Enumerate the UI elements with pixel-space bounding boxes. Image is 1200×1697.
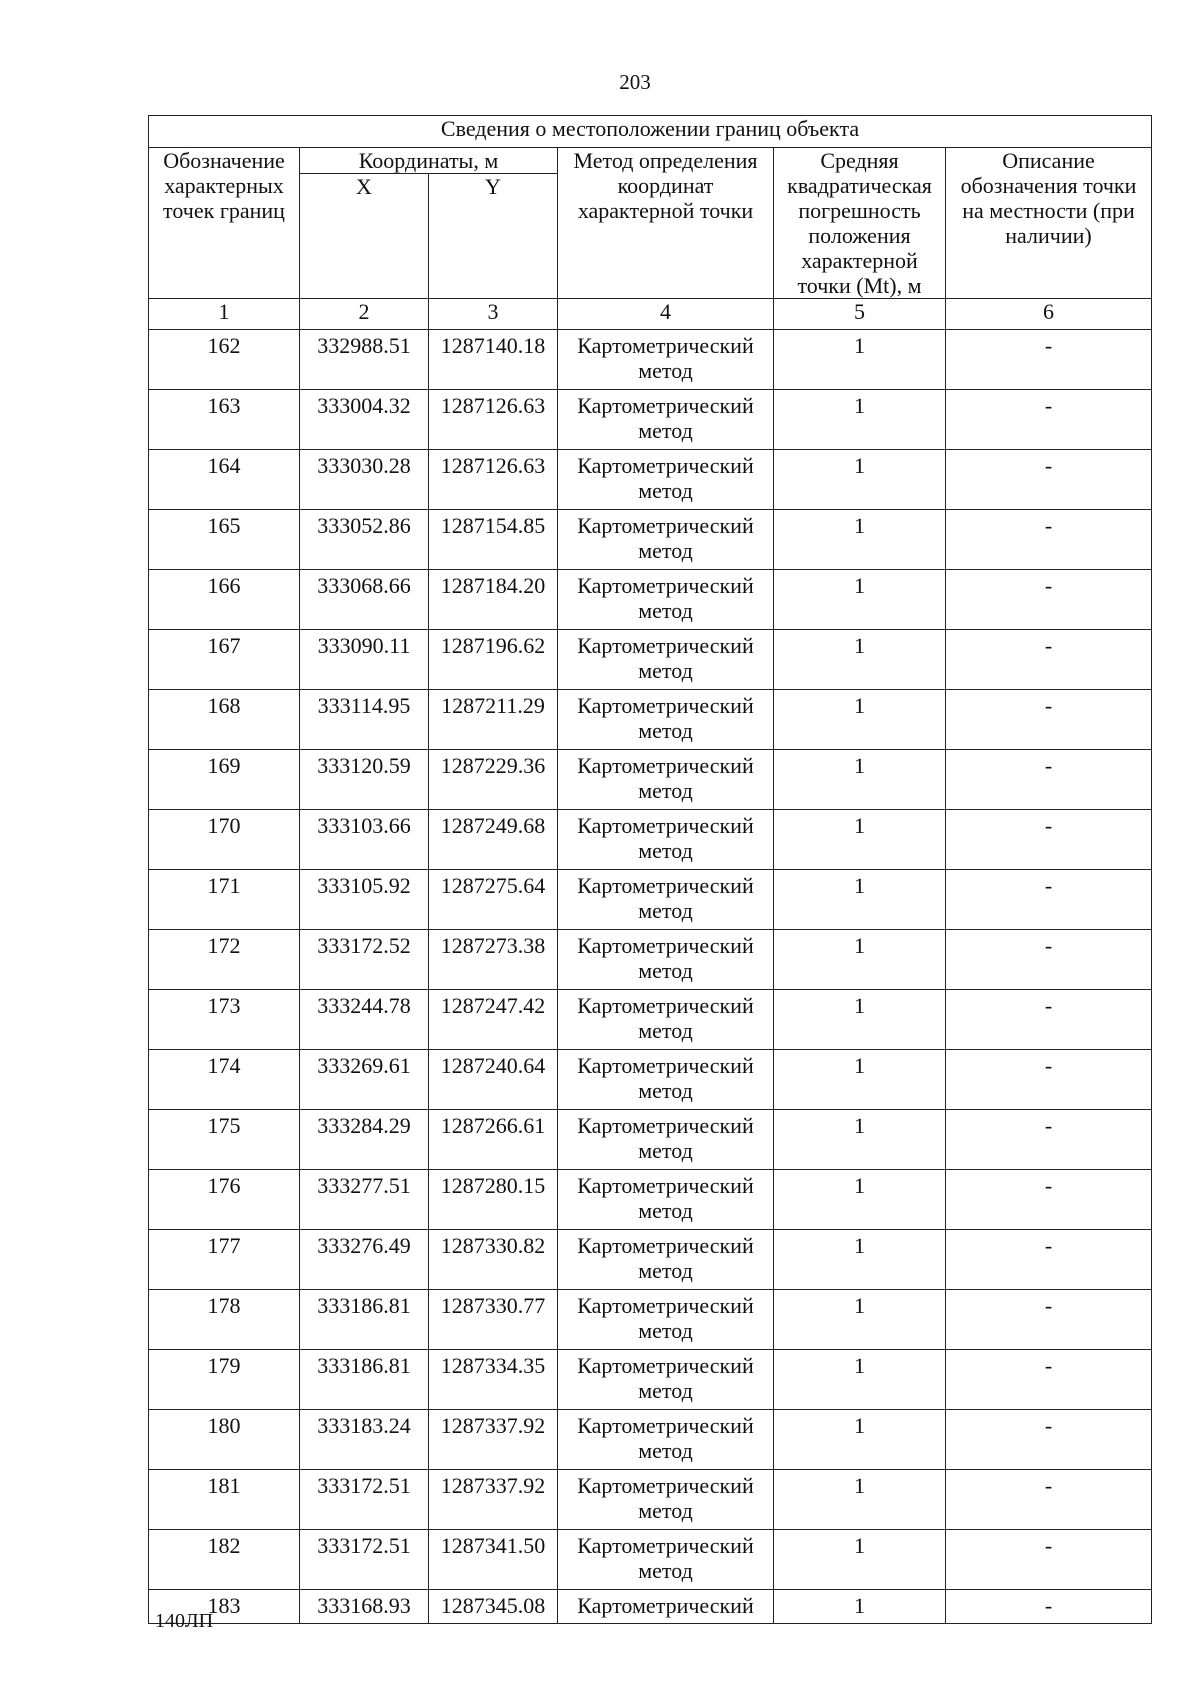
point-cell: 175: [149, 1110, 300, 1170]
table-row: [149, 1470, 1152, 1530]
description-cell: -: [946, 990, 1152, 1050]
error-cell: 1: [774, 1470, 946, 1530]
table-row: [149, 1590, 1152, 1624]
table-row: [149, 990, 1152, 1050]
description-cell: -: [946, 1170, 1152, 1230]
point-cell: 177: [149, 1230, 300, 1290]
error-cell: 1: [774, 1530, 946, 1590]
point-cell: 171: [149, 870, 300, 930]
x-cell: 333284.29: [300, 1110, 429, 1170]
y-cell: 1287229.36: [429, 750, 558, 810]
error-cell: 1: [774, 930, 946, 990]
y-cell: 1287247.42: [429, 990, 558, 1050]
x-cell: 333276.49: [300, 1230, 429, 1290]
y-cell: 1287266.61: [429, 1110, 558, 1170]
x-cell: 333103.66: [300, 810, 429, 870]
error-cell: 1: [774, 870, 946, 930]
page-number: 203: [619, 70, 651, 94]
method-cell: Картометрический метод: [558, 1170, 774, 1230]
point-cell: 166: [149, 570, 300, 630]
x-cell: 333090.11: [300, 630, 429, 690]
point-cell: 179: [149, 1350, 300, 1410]
description-cell: -: [946, 930, 1152, 990]
x-cell: 333277.51: [300, 1170, 429, 1230]
x-cell: 332988.51: [300, 330, 429, 390]
x-cell: 333186.81: [300, 1350, 429, 1410]
table-row: [149, 1050, 1152, 1110]
x-cell: 333105.92: [300, 870, 429, 930]
error-cell: 1: [774, 1590, 946, 1624]
description-cell: -: [946, 1350, 1152, 1410]
x-cell: 333186.81: [300, 1290, 429, 1350]
point-cell: 178: [149, 1290, 300, 1350]
y-cell: 1287240.64: [429, 1050, 558, 1110]
y-cell: 1287196.62: [429, 630, 558, 690]
y-cell: 1287330.82: [429, 1230, 558, 1290]
description-cell: -: [946, 630, 1152, 690]
error-cell: 1: [774, 570, 946, 630]
method-cell: Картометрический метод: [558, 1530, 774, 1590]
description-cell: -: [946, 510, 1152, 570]
column-number: 4: [558, 299, 774, 330]
error-cell: 1: [774, 450, 946, 510]
table-row: [149, 330, 1152, 390]
header-error: Средняя квадратическая погрешность положения характерной точки (Mt), м: [774, 148, 946, 299]
method-cell: Картометрический метод: [558, 1290, 774, 1350]
column-number: 1: [149, 299, 300, 330]
header-point: Обозначение характерных точек границ: [149, 148, 300, 299]
point-cell: 173: [149, 990, 300, 1050]
method-cell: Картометрический метод: [558, 1470, 774, 1530]
y-cell: 1287140.18: [429, 330, 558, 390]
x-cell: 333183.24: [300, 1410, 429, 1470]
error-cell: 1: [774, 1350, 946, 1410]
x-cell: 333269.61: [300, 1050, 429, 1110]
table-row: [149, 570, 1152, 630]
error-cell: 1: [774, 390, 946, 450]
table-row: [149, 750, 1152, 810]
error-cell: 1: [774, 1230, 946, 1290]
x-cell: 333114.95: [300, 690, 429, 750]
point-cell: 181: [149, 1470, 300, 1530]
x-cell: 333172.52: [300, 930, 429, 990]
header-coords: Координаты, м: [300, 148, 558, 174]
table-row: [149, 1530, 1152, 1590]
method-cell: Картометрический метод: [558, 930, 774, 990]
y-cell: 1287330.77: [429, 1290, 558, 1350]
description-cell: -: [946, 810, 1152, 870]
error-cell: 1: [774, 1290, 946, 1350]
description-cell: -: [946, 1110, 1152, 1170]
error-cell: 1: [774, 810, 946, 870]
method-cell: Картометрический метод: [558, 1410, 774, 1470]
description-cell: -: [946, 1470, 1152, 1530]
table-body: [149, 330, 1152, 1624]
point-cell: 165: [149, 510, 300, 570]
point-cell: 169: [149, 750, 300, 810]
header-description: Описание обозначения точки на местности (при наличии): [946, 148, 1152, 299]
table-row: [149, 690, 1152, 750]
point-cell: 182: [149, 1530, 300, 1590]
y-cell: 1287126.63: [429, 450, 558, 510]
description-cell: -: [946, 1590, 1152, 1624]
table-row: [149, 1110, 1152, 1170]
table-row: [149, 870, 1152, 930]
x-cell: 333172.51: [300, 1470, 429, 1530]
column-number: 3: [429, 299, 558, 330]
error-cell: 1: [774, 510, 946, 570]
method-cell: Картометрический метод: [558, 1050, 774, 1110]
x-cell: 333030.28: [300, 450, 429, 510]
method-cell: Картометрический метод: [558, 810, 774, 870]
point-cell: 168: [149, 690, 300, 750]
column-number: 2: [300, 299, 429, 330]
point-cell: 180: [149, 1410, 300, 1470]
column-number: 6: [946, 299, 1152, 330]
table-row: [149, 1170, 1152, 1230]
error-cell: 1: [774, 1110, 946, 1170]
y-cell: 1287334.35: [429, 1350, 558, 1410]
y-cell: 1287249.68: [429, 810, 558, 870]
point-cell: 174: [149, 1050, 300, 1110]
method-cell: Картометрический метод: [558, 450, 774, 510]
description-cell: -: [946, 870, 1152, 930]
table-row: [149, 1410, 1152, 1470]
method-cell: Картометрический метод: [558, 690, 774, 750]
boundary-coordinates-table: [148, 115, 1152, 1624]
point-cell: 167: [149, 630, 300, 690]
table-row: [149, 1230, 1152, 1290]
error-cell: 1: [774, 630, 946, 690]
error-cell: 1: [774, 330, 946, 390]
description-cell: -: [946, 690, 1152, 750]
x-cell: 333244.78: [300, 990, 429, 1050]
y-cell: 1287211.29: [429, 690, 558, 750]
point-cell: 183: [149, 1590, 300, 1624]
y-cell: 1287275.64: [429, 870, 558, 930]
x-cell: 333068.66: [300, 570, 429, 630]
method-cell: Картометрический метод: [558, 990, 774, 1050]
description-cell: -: [946, 1050, 1152, 1110]
point-cell: 170: [149, 810, 300, 870]
error-cell: 1: [774, 750, 946, 810]
x-cell: 333120.59: [300, 750, 429, 810]
error-cell: 1: [774, 990, 946, 1050]
error-cell: 1: [774, 690, 946, 750]
table-row: [149, 810, 1152, 870]
point-cell: 172: [149, 930, 300, 990]
y-cell: 1287337.92: [429, 1470, 558, 1530]
table-row: [149, 1350, 1152, 1410]
header-x: X: [300, 174, 429, 299]
error-cell: 1: [774, 1170, 946, 1230]
description-cell: -: [946, 570, 1152, 630]
document-code: 140ЛП: [155, 1610, 214, 1632]
error-cell: 1: [774, 1050, 946, 1110]
table-row: [149, 510, 1152, 570]
y-cell: 1287154.85: [429, 510, 558, 570]
y-cell: 1287126.63: [429, 390, 558, 450]
y-cell: 1287341.50: [429, 1530, 558, 1590]
point-cell: 162: [149, 330, 300, 390]
x-cell: 333168.93: [300, 1590, 429, 1624]
method-cell: Картометрический метод: [558, 510, 774, 570]
method-cell: Картометрический метод: [558, 390, 774, 450]
method-cell: Картометрический метод: [558, 870, 774, 930]
method-cell: Картометрический метод: [558, 330, 774, 390]
table-row: [149, 1290, 1152, 1350]
description-cell: -: [946, 450, 1152, 510]
header-method: Метод определения координат характерной точки: [558, 148, 774, 299]
table-row: [149, 390, 1152, 450]
y-cell: 1287184.20: [429, 570, 558, 630]
method-cell: Картометрический метод: [558, 570, 774, 630]
table-row: [149, 450, 1152, 510]
description-cell: -: [946, 750, 1152, 810]
method-cell: Картометрический метод: [558, 1110, 774, 1170]
column-numbers-row: [149, 299, 1152, 330]
y-cell: 1287280.15: [429, 1170, 558, 1230]
method-cell: Картометрический метод: [558, 750, 774, 810]
error-cell: 1: [774, 1410, 946, 1470]
point-cell: 163: [149, 390, 300, 450]
point-cell: 176: [149, 1170, 300, 1230]
point-cell: 164: [149, 450, 300, 510]
y-cell: 1287337.92: [429, 1410, 558, 1470]
x-cell: 333004.32: [300, 390, 429, 450]
table-title: Сведения о местоположении границ объекта: [149, 116, 1152, 148]
table-row: [149, 930, 1152, 990]
description-cell: -: [946, 330, 1152, 390]
y-cell: 1287345.08: [429, 1590, 558, 1624]
header-y: Y: [429, 174, 558, 299]
description-cell: -: [946, 1290, 1152, 1350]
column-number: 5: [774, 299, 946, 330]
y-cell: 1287273.38: [429, 930, 558, 990]
table-row: [149, 630, 1152, 690]
description-cell: -: [946, 1230, 1152, 1290]
description-cell: -: [946, 1530, 1152, 1590]
method-cell: Картометрический: [558, 1590, 774, 1624]
description-cell: -: [946, 1410, 1152, 1470]
method-cell: Картометрический метод: [558, 630, 774, 690]
description-cell: -: [946, 390, 1152, 450]
x-cell: 333172.51: [300, 1530, 429, 1590]
x-cell: 333052.86: [300, 510, 429, 570]
method-cell: Картометрический метод: [558, 1350, 774, 1410]
method-cell: Картометрический метод: [558, 1230, 774, 1290]
